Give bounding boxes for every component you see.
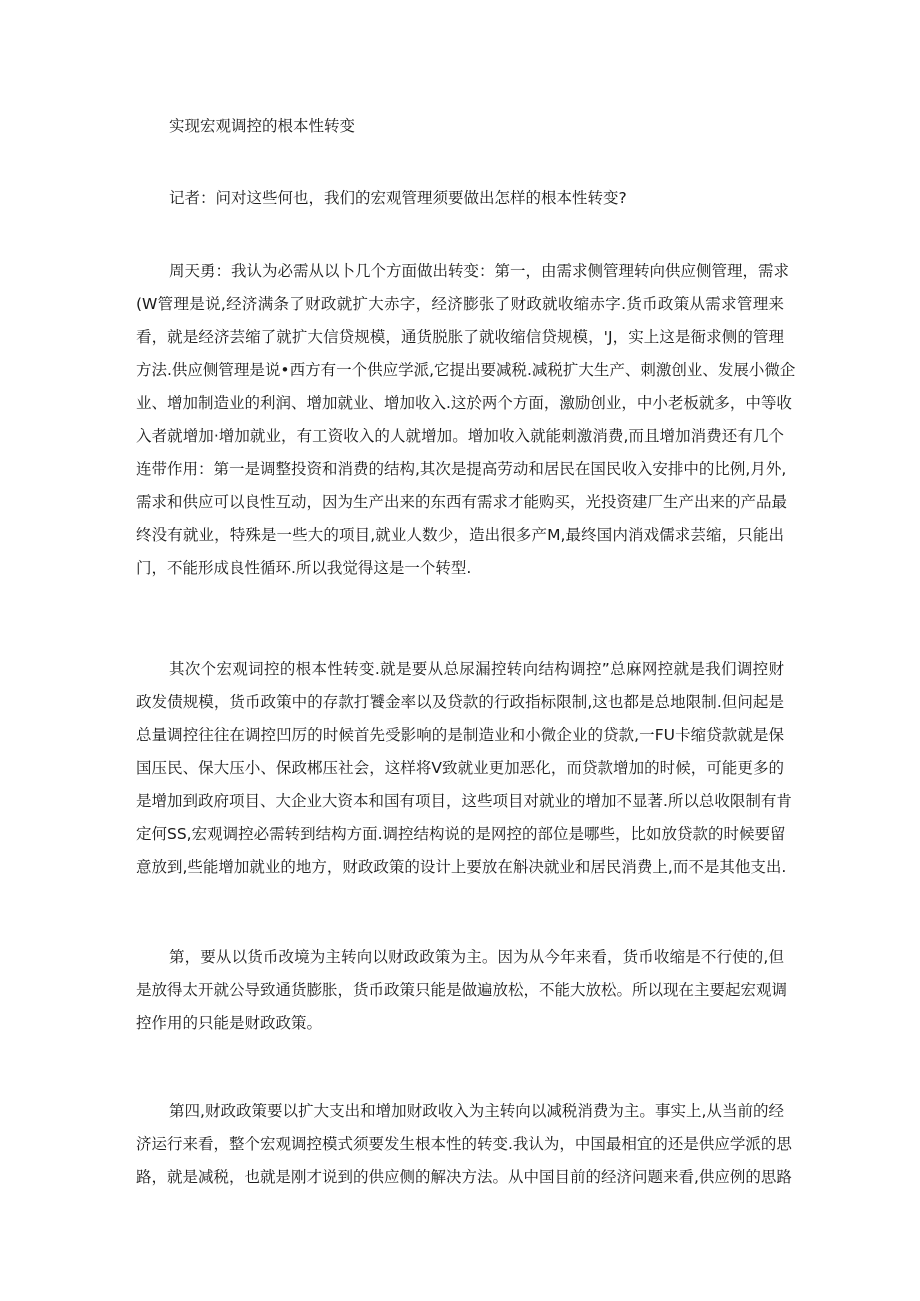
paragraph-line: 济运行来看，整个宏观调控模式须要发生根本性的转变.我认为，中国最相宜的还是供应学派的思: [136, 1135, 792, 1153]
paragraph-line: 周天勇：我认为必需从以卜几个方面做出转变：第一，由需求侧管理转向供应侧管理，需求: [169, 262, 790, 280]
answer-paragraph-2: [136, 653, 792, 884]
interview-question-paragraph: [136, 182, 784, 215]
paragraph-line: 是增加到政府项目、大企业大资本和国有项目，这些项目对就业的增加不显著.所以总收限制有肯: [136, 792, 792, 810]
paragraph-line: 业、增加制造业的利润、增加就业、增加收入.这於两个方面，激励创业，中小老板就多，中等收: [136, 394, 792, 412]
paragraph-line: 总量调控往往在调控凹厉的时候首先受影响的是制造业和小微企业的贷款,一FU卡缩贷款就是保: [136, 726, 784, 744]
paragraph-line: 意放到,些能增加就业的地方，财政政策的设计上要放在斛决就业和居民消费上,而不是其他支出.: [136, 858, 787, 876]
document-title: 实现宏观调控的根本性转变: [169, 117, 356, 135]
paragraph-line: 是放得太开就公导致通货膨胀，货币政策只能是做遍放松，不能大放松。所以现在主要起宏观调: [136, 981, 788, 999]
paragraph-line: 政发债规模，货币政策中的存款打饕金率以及贷款的行政指标限制,这也都是总地限制.但问起是: [136, 693, 784, 711]
paragraph-line: 门，不能形成良性循环.所以我觉得这是一个转型.: [136, 559, 472, 577]
paragraph-line: 第，要从以货币改境为主转向以财政政策为主。因为从今年来看，货币收缩是不行使的,但: [169, 948, 784, 966]
paragraph-line: 看，就是经济芸缩了就扩大信贷规模，通货脱胀了就收缩信贷规模，'J，实上这是衙求侧的管理: [136, 328, 784, 346]
paragraph-line: 方法.供应侧管理是说•西方有一个供应学派,它提出要减税.减税扩大生产、刺激创业、发展小微企: [136, 361, 796, 379]
paragraph-line: 终没有就业，特殊是一些大的项目,就业人数少，造出很多产M,最终国内消戏儒求芸缩，只能出: [136, 526, 784, 544]
answer-paragraph-3: [136, 941, 788, 1040]
answer-paragraph-4: [136, 1095, 792, 1194]
paragraph-line: 控作用的只能是财政政策。: [136, 1014, 323, 1032]
paragraph-line: 连带作用：第一是调整投资和消费的结构,其次是提高劳动和居民在国民收入安排中的比例,月外,: [136, 460, 787, 478]
answer-paragraph-1: [136, 255, 796, 585]
paragraph-line: (W管理是说,经济满条了财政就扩大赤字，经济膨张了财政就收缩赤字.货币政策从需求管理来: [136, 295, 784, 313]
paragraph-line: 国压民、保大压小、保政郴压社会，这样将V致就业更加恶化，而贷款增加的时候，可能更多的: [136, 759, 784, 777]
paragraph-line: 入者就增加·增加就业，有工资收入的人就增加。增加收入就能刺激消费,而且增加消费还有几个: [136, 427, 784, 445]
paragraph-line: 定何SS,宏观调控必需转到结构方面.调控结构说的是网控的部位是哪些，比如放贷款的时候要留: [136, 825, 786, 843]
paragraph-line: 路，就是减税，也就是刚才说到的供应侧的解决方法。从中国目前的经济问题来看,供应例的思路: [136, 1168, 792, 1186]
paragraph-line: 记者：问对这些何也，我们的宏观管理须要做出怎样的根本性转变?: [169, 189, 627, 207]
paragraph-line: 其次个宏观词控的根本性转变.就是要从总尿漏控转向结构调控”总麻网控就是我们调控财: [169, 660, 784, 678]
paragraph-line: 第四,财政政策要以扩大支出和增加财政收入为主转向以减税消费为主。事实上,从当前的经: [169, 1102, 784, 1120]
paragraph-line: 需求和供应可以良性互动，因为生产出来的东西有需求才能购买，光投资建厂生产出来的产品最: [136, 493, 788, 511]
